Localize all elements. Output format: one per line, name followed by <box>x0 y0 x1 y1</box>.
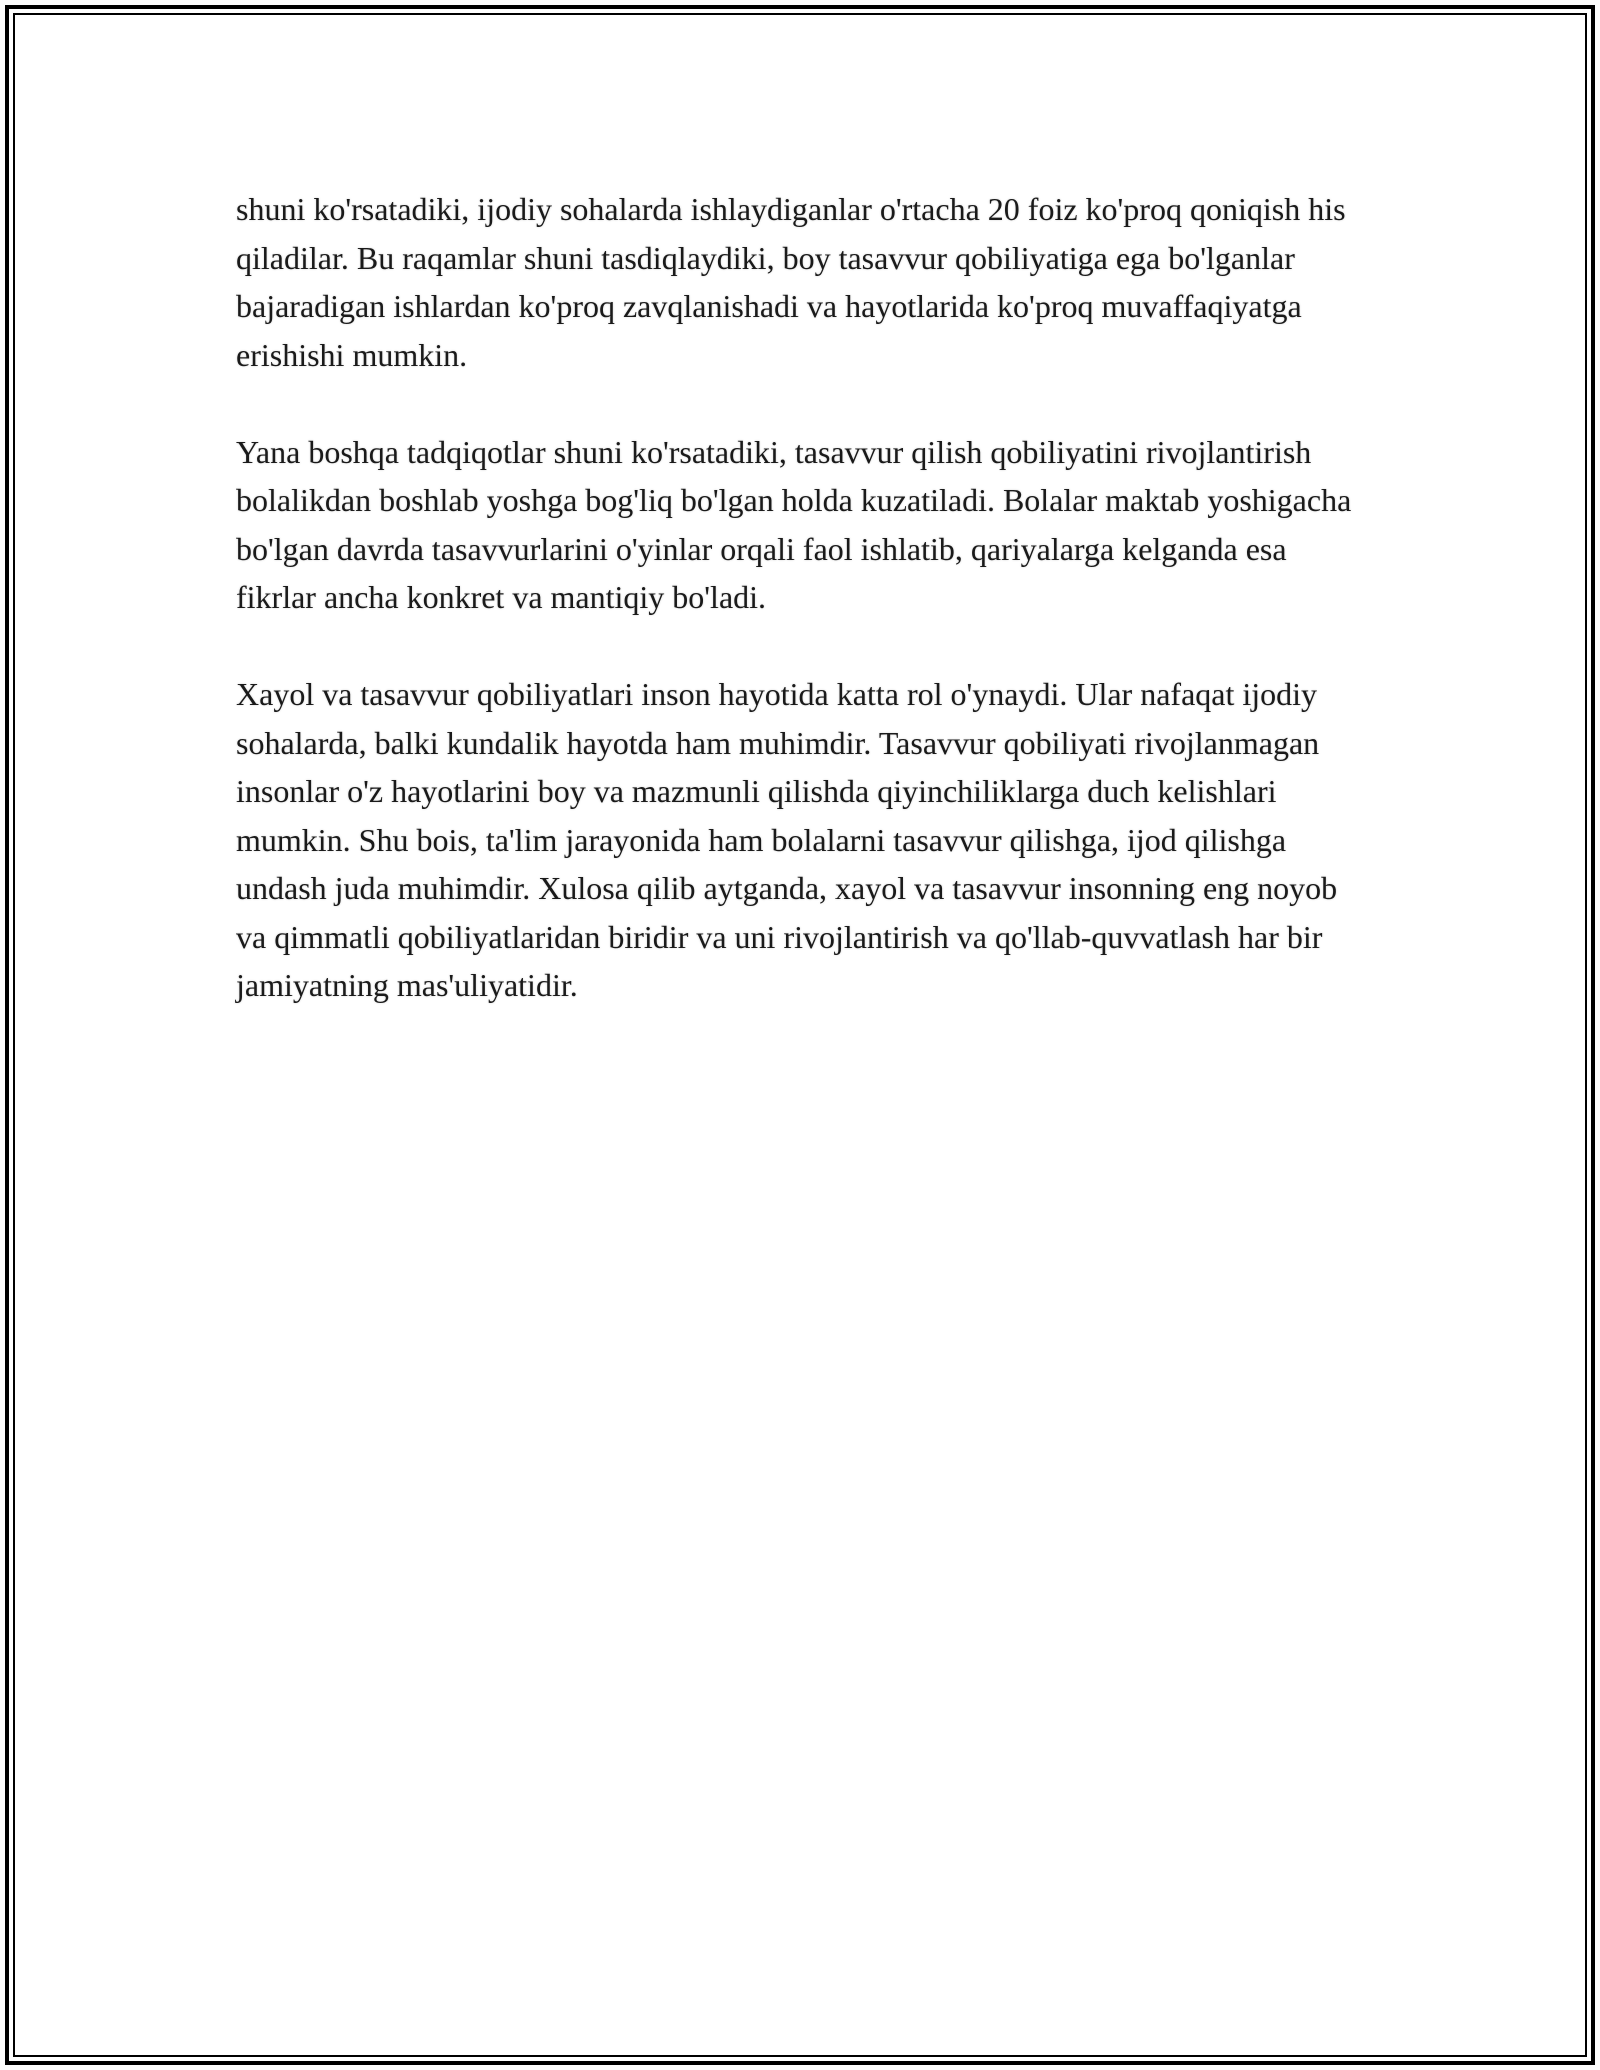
paragraph: Xayol va tasavvur qobiliyatlari inson hayotida katta rol o'ynaydi. Ular nafaqat ijodiy sohalarda, balki kundalik hayotda ham muhimdir. Tasavvur qobiliyati rivojlanmagan insonlar o'z hayotlarini boy va mazmunli qilishda qiyinchiliklarga duch kelishlari mumkin. Shu bois, ta'lim jarayonida ham bolalarni tasavvur qilishga, ijod qilishga undash juda muhimdir. Xulosa qilib aytganda, xayol va tasavvur insonning eng noyob va qimmatli qobiliyatlaridan biridir va uni rivojlantirish va qo'llab-quvvatlash har bir jamiyatning mas'uliyatidir. <box>236 676 1338 1003</box>
paragraph: Yana boshqa tadqiqotlar shuni ko'rsatadiki, tasavvur qilish qobiliyatini rivojlantirish bolalikdan boshlab yoshga bog'liq bo'lgan holda kuzatiladi. Bolalar maktab yoshigacha bo'lgan davrda tasavvurlarini o'yinlar orqali faol ishlatib, qariyalarga kelganda esa fikrlar ancha konkret va mantiqiy bo'ladi. <box>236 433 1352 615</box>
paragraph: shuni ko'rsatadiki, ijodiy sohalarda ishlaydiganlar o'rtacha 20 foiz ko'proq qoniqish his qiladilar. Bu raqamlar shuni tasdiqlaydiki, boy tasavvur qobiliyatiga ega bo'lganlar bajaradigan ishlardan ko'proq zavqlanishadi va hayotlarida ko'proq muvaffaqiyatga erishishi mumkin. <box>236 191 1346 373</box>
document-body <box>236 185 1366 1058</box>
